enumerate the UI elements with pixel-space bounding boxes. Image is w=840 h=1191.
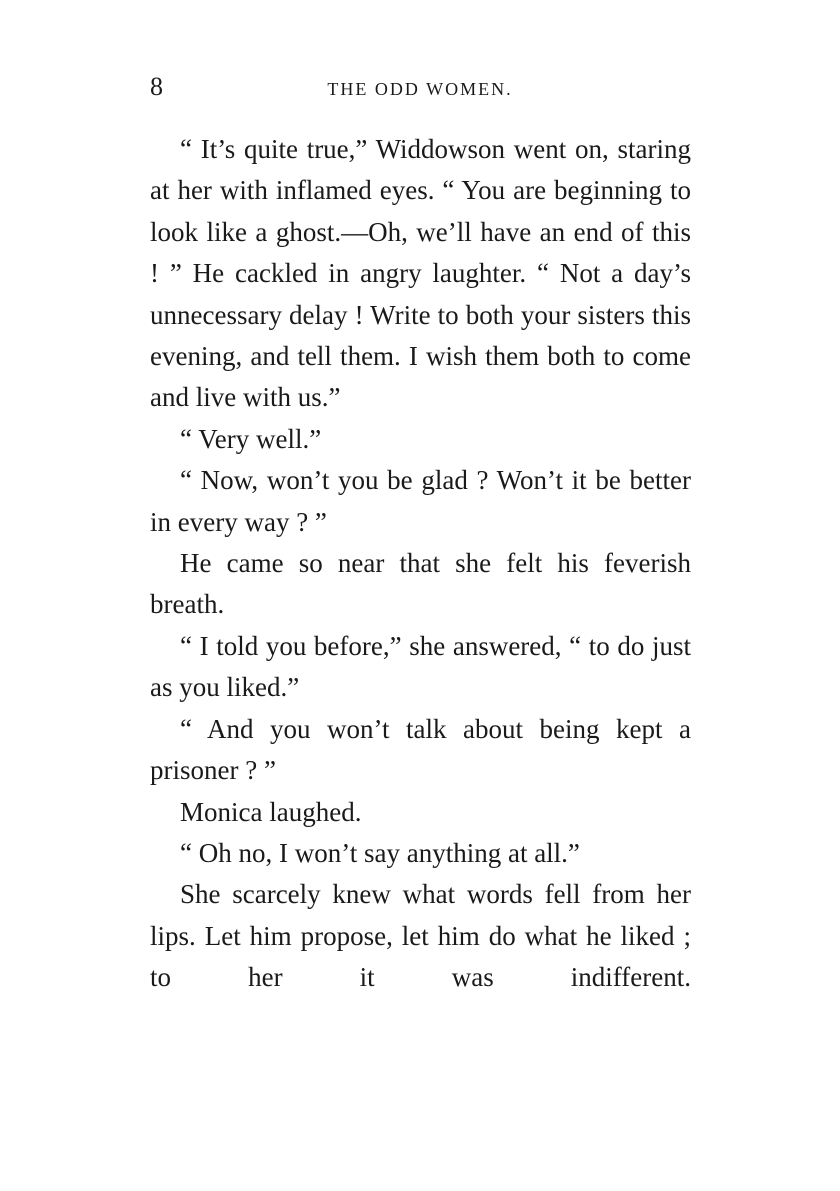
- running-head: [150, 70, 690, 110]
- running-title: THE ODD WOMEN.: [327, 79, 513, 99]
- body-text: [150, 129, 691, 999]
- paragraph: “ Very well.”: [180, 423, 322, 454]
- paragraph: “ Oh no, I won’t say anything at all.”: [180, 837, 580, 868]
- paragraph: She scarcely knew what words fell from her lips. Let him propose, let him do what he liked ; to her it was indifferent.: [150, 879, 691, 993]
- paragraph: “ I told you before,” she answered, “ to do just as you liked.”: [150, 630, 691, 703]
- paragraph: “ And you won’t talk about being kept a prisoner ? ”: [150, 713, 691, 786]
- paragraph: “ Now, won’t you be glad ? Won’t it be better in every way ? ”: [150, 465, 691, 537]
- page-number: 8: [150, 72, 163, 101]
- paragraph: “ It’s quite true,” Widdowson went on, staring at her with inflamed eyes. “ You are beginning to look like a ghost.—Oh, we’ll have an end of this ! ” He cackled in angry laughter. “ Not a day’s unnecessary delay ! Write to both your sisters this evening, and tell them. I wish them both to come and live with us.”: [150, 134, 691, 413]
- paragraph: Monica laughed.: [180, 796, 362, 827]
- paragraph: He came so near that she felt his feverish breath.: [150, 548, 691, 620]
